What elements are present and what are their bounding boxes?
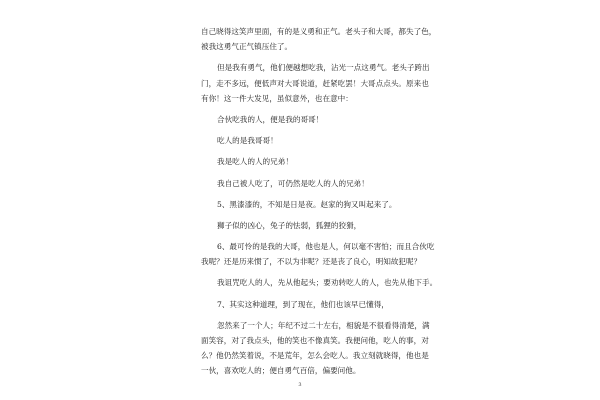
paragraph-line: 但是我有勇气，他们便越想吃我，沾光一点这勇气。老头子跨出: [217, 63, 430, 73]
paragraph-line: 有你！这一件大发见，虽似意外，也在意中：: [201, 93, 353, 103]
paragraph-line: 我是吃人的人的兄弟！: [217, 157, 293, 167]
paragraph-line: 狮子似的凶心，兔子的怯弱，狐狸的狡猾，: [217, 220, 362, 230]
paragraph-line: 我呢？还是历来惯了，不以为非呢？还是丧了良心，明知故犯呢？: [201, 257, 422, 267]
paragraph-line: 我自己被人吃了，可仍然是吃人的人的兄弟！: [217, 178, 369, 188]
paragraph-line: 被我这勇气正气镇压住了。: [201, 42, 293, 52]
paragraph-line: 面笑容，对了我点头，他的笑也不像真笑。我便问他，吃人的事，对: [201, 336, 429, 345]
paragraph-line: 我诅咒吃人的人，先从他起头；要劝转吃人的人，也先从他下手。: [217, 278, 438, 288]
paragraph-line: 门，走不多远，便低声对大哥说道，赶紧吃罢！大哥点点头。原来也: [201, 78, 429, 88]
document-body: [201, 24, 438, 379]
page-number: 3: [298, 382, 302, 388]
paragraph-line: 忽然来了一个人；年纪不过二十左右，相貌是不很看得清楚，满: [217, 320, 430, 330]
paragraph-line: 么？他仍然笑着说，不是荒年，怎么会吃人。我立刻就晓得，他也是: [201, 351, 429, 361]
paragraph-line: 自己晓得这笑声里面，有的是义勇和正气。老头子和大哥，都失了色，: [201, 27, 437, 36]
section-heading-line: 7、其实这种道理，到了现在，他们也该早已懂得，: [217, 299, 389, 309]
section-heading-line: 5、黑漆漆的，不知是日是夜。赵家的狗又叫起来了。: [217, 199, 397, 209]
section-heading-line: 6、最可怜的是我的大哥，他也是人，何以毫不害怕；而且合伙吃: [217, 242, 435, 252]
paragraph-line: 合伙吃我的人，便是我的哥哥！: [217, 114, 324, 124]
paragraph-line: 一伙，喜欢吃人的；便自勇气百倍，偏要问他。: [201, 366, 361, 376]
paragraph-line: 吃人的是我哥哥！: [217, 136, 278, 146]
